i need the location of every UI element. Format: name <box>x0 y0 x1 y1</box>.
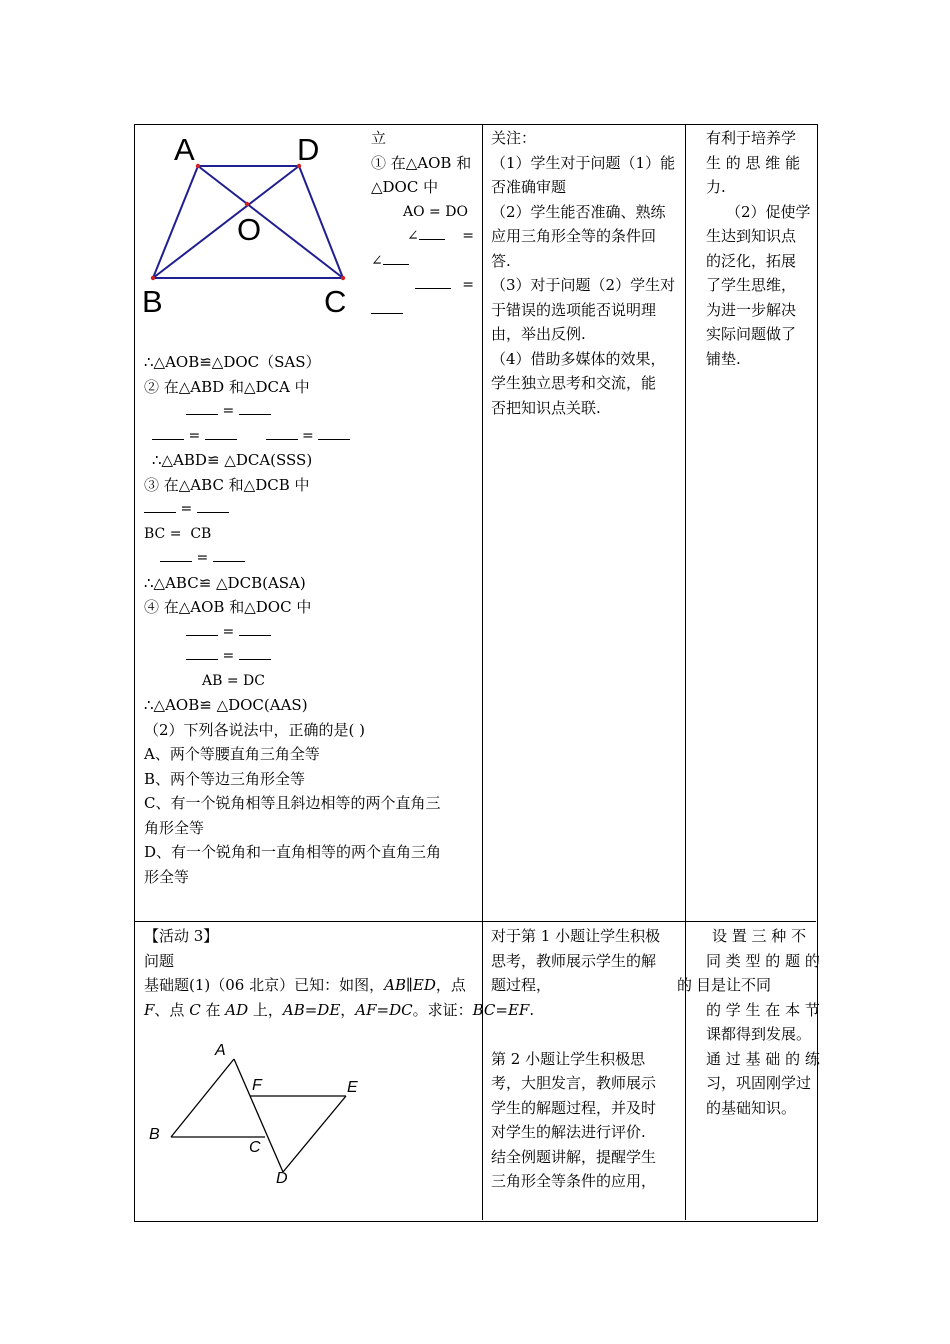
answer-blank <box>371 299 403 314</box>
text-line: 角形全等 <box>144 818 205 837</box>
teaching-process-cell <box>491 924 693 1194</box>
text-line: 为进一步解决 <box>706 300 797 319</box>
label-A: A <box>215 1042 226 1059</box>
text-line: 考，大胆发言，教师展示 <box>491 1074 657 1092</box>
text-line: 生 的 思 维 能 <box>706 153 801 172</box>
label-C: C <box>249 1139 261 1156</box>
text-line: BC = CB <box>144 525 212 542</box>
problem-line-1: 基础题(1)（06 北京）已知：如图，AB∥ED，点 <box>144 976 466 994</box>
text-line: 铺垫. <box>706 349 741 368</box>
text-line: ∴△ABD≌ △DCA(SSS) <box>152 451 313 469</box>
text-line: 否准确审题 <box>491 178 567 196</box>
answer-blank <box>239 400 271 415</box>
answer-blank <box>266 425 298 440</box>
text-line: D、有一个锐角和一直角相等的两个直角三角 <box>144 843 442 861</box>
angle-symbol: ∠ <box>371 252 383 269</box>
text-line <box>371 298 477 323</box>
text-line <box>144 620 480 645</box>
answer-blank <box>383 250 409 265</box>
text-line: ③ 在△ABC 和△DCB 中 <box>144 475 310 494</box>
text-line: AO = DO <box>403 203 468 220</box>
equals-sign: = <box>302 427 314 444</box>
answer-blank <box>186 400 218 415</box>
text-line: 的 学 生 在 本 节 <box>706 1000 820 1019</box>
text-line: 的泛化，拓展 <box>706 251 797 270</box>
label-A: A <box>174 132 195 167</box>
equals-sign: = <box>222 403 235 419</box>
text-line: 于错误的选项能否说明理 <box>491 300 657 319</box>
proof-side-text <box>371 126 477 322</box>
design-intent-cell <box>706 126 810 371</box>
equals-sign: = <box>222 623 235 640</box>
text-line: B、两个等边三角形全等 <box>144 769 306 788</box>
answer-blank <box>144 498 176 513</box>
text-line: 应用三角形全等的条件回 <box>491 227 657 245</box>
text-line: ∴△ABC≌ △DCB(ASA) <box>144 573 306 592</box>
text-line: （4）借助多媒体的效果， <box>491 349 666 368</box>
label-O: O <box>237 212 262 247</box>
answer-blank <box>415 274 451 289</box>
proof-main-text <box>144 350 480 889</box>
text-line: 对于第 1 小题让学生积极 <box>491 927 661 945</box>
text-line: C、有一个锐角相等且斜边相等的两个直角三 <box>144 794 441 812</box>
column-divider-2 <box>685 124 686 1220</box>
text-line: 有利于培养学 <box>706 129 797 147</box>
equals-sign: = <box>222 648 235 664</box>
text-line: 立 <box>371 129 387 147</box>
segment-ED <box>283 1096 346 1172</box>
text-line: （2）学生能否准确、熟练 <box>491 202 666 221</box>
text-line: 题过程， 的 <box>491 973 681 998</box>
text-line: 设 置 三 种 不 <box>712 927 807 945</box>
text-line: 问题 <box>144 951 175 970</box>
label-B: B <box>149 1126 160 1143</box>
text-line: 由，举出反例. <box>491 325 586 343</box>
text-line <box>371 249 477 274</box>
answer-blank <box>239 645 271 660</box>
column-divider-1 <box>482 124 483 1220</box>
text-line: AB = DC <box>202 672 265 689</box>
answer-blank <box>186 645 218 660</box>
point-O <box>245 202 249 206</box>
text-line: 生达到知识点 <box>706 227 797 245</box>
text-line: （2）下列各说法中，正确的是( ) <box>144 720 366 739</box>
answer-blank <box>239 621 271 636</box>
answer-blank <box>318 425 350 440</box>
equals-sign: = <box>188 427 201 444</box>
text-line: 形全等 <box>144 867 190 886</box>
text-line: 习，巩固刚学过 <box>706 1074 812 1092</box>
answer-blank <box>419 225 445 240</box>
text-line: 对学生的解法进行评价. <box>491 1123 646 1141</box>
text-line: 力. <box>706 178 726 196</box>
text-line <box>144 546 480 571</box>
equals-sign: = <box>462 277 474 293</box>
segment-AB <box>171 1059 234 1137</box>
text-line <box>371 224 477 249</box>
label-E: E <box>347 1079 358 1096</box>
text-line: ① 在△AOB 和 <box>371 153 472 172</box>
text-line: 关注： <box>491 129 537 147</box>
answer-blank <box>213 547 245 562</box>
text-line <box>144 399 480 424</box>
answer-blank <box>205 425 237 440</box>
text-line <box>491 998 681 1023</box>
text-line: ② 在△ABD 和△DCA 中 <box>144 377 310 396</box>
text-line: 课都得到发展。 <box>706 1025 812 1043</box>
text-line: A、两个等腰直角三角全等 <box>144 745 320 763</box>
text-line: （3）对于问题（2）学生对 <box>491 276 676 294</box>
activity-title: 【活动 3】 <box>144 927 219 945</box>
text-line: △DOC 中 <box>371 178 439 196</box>
text-line: （2）促使学 <box>726 202 811 221</box>
focus-points-cell <box>491 126 681 420</box>
activity-3-cell <box>144 924 535 1022</box>
point-B <box>151 276 155 280</box>
row-divider <box>134 921 816 922</box>
text-line <box>144 644 480 669</box>
text-line: 了学生思维， <box>706 276 797 294</box>
text-line <box>144 497 480 522</box>
design-intent-cell-2 <box>696 924 820 1120</box>
label-D: D <box>297 132 320 167</box>
label-B: B <box>142 284 163 319</box>
text-line: 答. <box>491 251 511 270</box>
trapezoid-figure <box>140 130 365 320</box>
text-line: 否把知识点关联. <box>491 398 601 417</box>
text-line: 学生独立思考和交流，能 <box>491 374 657 392</box>
point-C <box>341 276 345 280</box>
overflow-char: 的 <box>677 976 693 994</box>
answer-blank <box>152 425 184 440</box>
text-line: 通 过 基 础 的 练 <box>706 1049 820 1068</box>
text-line: 目是让不同 <box>696 976 772 994</box>
problem-line-2: F、点 C 在 AD 上，AB=DE，AF=DC。求证：BC=EF. <box>144 1000 535 1019</box>
text-line: 思考，教师展示学生的解 <box>491 951 657 970</box>
label-D: D <box>276 1170 288 1187</box>
angle-symbol: ∠ <box>407 228 419 244</box>
label-C: C <box>324 284 347 319</box>
triangles-figure <box>140 1035 380 1190</box>
text-line <box>144 424 480 449</box>
equals-sign: = <box>196 550 209 566</box>
answer-blank <box>186 621 218 636</box>
text-line <box>371 273 477 298</box>
text-line: 结全例题讲解，提醒学生 <box>491 1147 657 1166</box>
text-line: （1）学生对于问题（1）能 <box>491 153 676 172</box>
label-F: F <box>252 1077 262 1094</box>
text-line: 的基础知识。 <box>706 1098 797 1117</box>
text-line: 同 类 型 的 题 的 <box>706 951 820 970</box>
text-line: 三角形全等条件的应用， <box>491 1172 657 1190</box>
answer-blank <box>160 547 192 562</box>
point-A <box>196 164 200 168</box>
text-line: ∴△AOB≌ △DOC(AAS) <box>144 696 308 714</box>
text-line: ④ 在△AOB 和△DOC 中 <box>144 598 312 616</box>
text-line: ∴△AOB≌△DOC（SAS） <box>144 353 321 371</box>
answer-blank <box>197 498 229 513</box>
text-line: 第 2 小题让学生积极思 <box>491 1049 646 1068</box>
equals-sign: = <box>462 228 474 244</box>
text-line: 学生的解题过程，并及时 <box>491 1098 657 1117</box>
equals-sign: = <box>180 501 193 517</box>
text-line: 实际问题做了 <box>706 325 797 343</box>
text-line <box>491 1022 681 1047</box>
